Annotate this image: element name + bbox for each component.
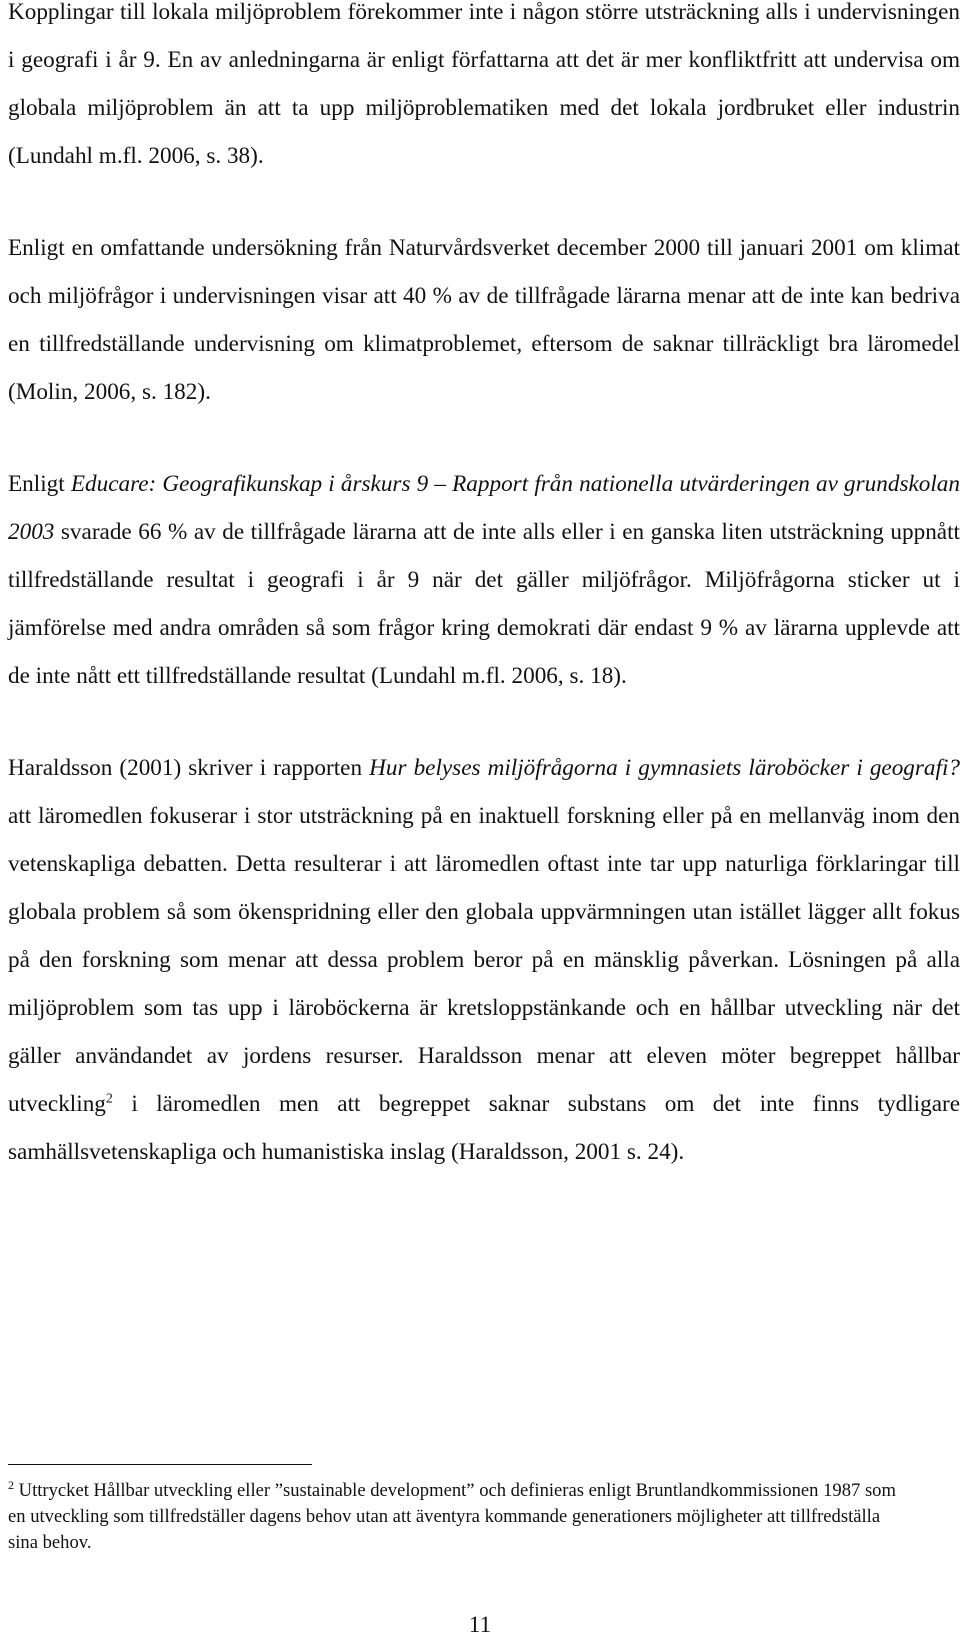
document-page [8, 0, 960, 1176]
paragraph-text: Enligt [8, 471, 71, 497]
paragraph-local-environmental-problems: Kopplingar till lokala miljöproblem förekommer inte i någon större utsträckning alls i undervisningen i geografi i år 9. En av anledningarna är enligt författarna att det är mer konfliktfritt att undervisa om globala miljöproblem än att ta upp miljöproblematiken med det lokala jordbruket eller industrin (Lundahl m.fl. 2006, s. 38). [8, 0, 960, 169]
report-title: Educare: Geografikunskap i årskurs 9 – Rapport från nationella utvärderingen av grundskolan 2003 [8, 471, 960, 545]
paragraph-educare-report [8, 460, 960, 700]
paragraph-haraldsson-report [8, 744, 960, 1176]
footnote-marker: 2 [8, 1477, 14, 1492]
paragraph-text: Haraldsson (2001) skriver i rapporten [8, 755, 370, 781]
footnote-divider [8, 1464, 312, 1465]
footnote-reference: 2 [105, 1091, 113, 1107]
page-number: 11 [468, 1612, 492, 1637]
paragraph-text: i läromedlen men att begreppet saknar substans om det inte finns tydligare samhällsvetenskapliga och humanistiska inslag (Haraldsson, 2001 s. 24). [8, 1091, 960, 1165]
paragraph-text: att läromedlen fokuserar i stor utsträckning på en inaktuell forskning eller på en mellanväg inom den vetenskapliga debatten. Detta resulterar i att läromedlen oftast inte tar upp naturliga förklaringar till globala problem så som ökenspridning eller den globala uppvärmningen utan istället lägger allt fokus på den forskning som menar att dessa problem beror på en mänsklig påverkan. Lösningen på alla miljöproblem som tas upp i läroböckerna är kretsloppstänkande och en hållbar utveckling när det gäller användandet av jordens resurser. Haraldsson menar att eleven möter begreppet hållbar utveckling [8, 803, 960, 1117]
report-title: Hur belyses miljöfrågorna i gymnasiets läroböcker i geografi? [369, 755, 960, 781]
paragraph-naturvardsverket-survey: Enligt en omfattande undersökning från Naturvårdsverket december 2000 till januari 2001 om klimat och miljöfrågor i undervisningen visar att 40 % av de tillfrågade lärarna menar att de inte kan bedriva en tillfredställande undervisning om klimatproblemet, eftersom de saknar tillräckligt bra läromedel (Molin, 2006, s. 182). [8, 235, 960, 405]
footnote [8, 1478, 908, 1556]
footnote-text: Uttrycket Hållbar utveckling eller ”sustainable development” och definieras enligt Bruntlandkommissionen 1987 som en utveckling som tillfredställer dagens behov utan att äventyra kommande generationers möjligheter att tillfredställa sina behov. [8, 1480, 896, 1553]
paragraph-text: svarade 66 % av de tillfrågade lärarna att de inte alls eller i en ganska liten utsträckning uppnått tillfredställande resultat i geografi i år 9 när det gäller miljöfrågor. Miljöfrågorna sticker ut i jämförelse med andra områden så som frågor kring demokrati där endast 9 % av lärarna upplevde att de inte nått ett tillfredställande resultat (Lundahl m.fl. 2006, s. 18). [8, 519, 960, 689]
